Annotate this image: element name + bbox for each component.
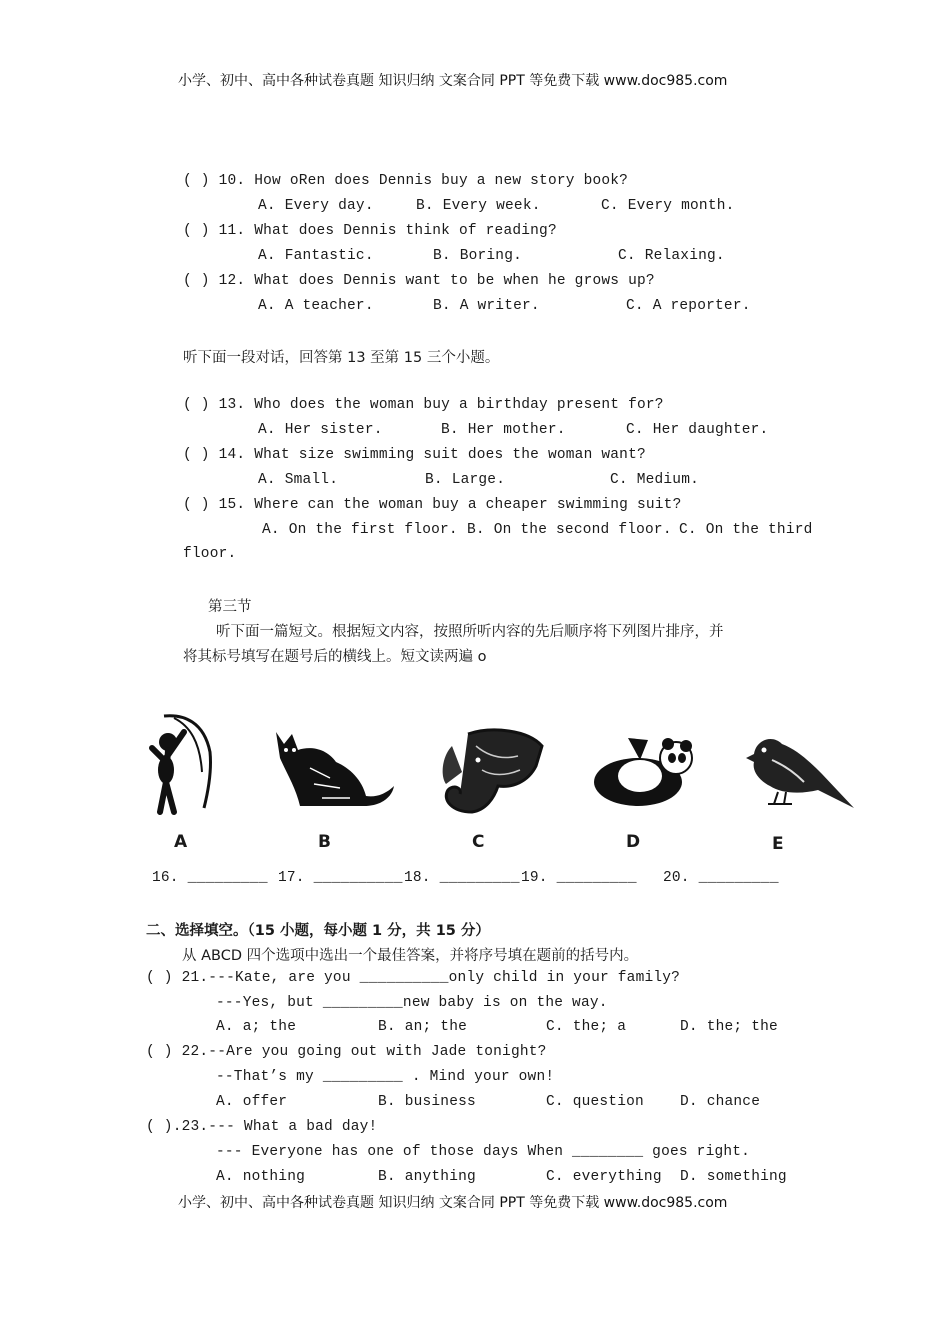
q15-option-b: B. On the second floor.: [467, 522, 672, 538]
q15-stem: ( ) 15. Where can the woman buy a cheaper swimming suit?: [183, 497, 682, 513]
q10-option-a: A. Every day.: [258, 198, 374, 214]
q10-option-c: C. Every month.: [601, 198, 735, 214]
q21-option-c: C. the; a: [546, 1019, 627, 1035]
q21-option-b: B. an; the: [378, 1019, 468, 1035]
answer-blank-20[interactable]: 20. _________: [663, 870, 779, 886]
q15-option-c-continued: floor.: [183, 546, 237, 562]
q21-option-d: D. the; the: [680, 1019, 778, 1035]
cat-icon: [270, 728, 398, 810]
bird-icon: [742, 730, 856, 810]
picture-label-b: B: [318, 832, 331, 852]
q23-option-b: B. anything: [378, 1169, 476, 1185]
q22-option-b: B. business: [378, 1094, 476, 1110]
q22-option-a: A. offer: [216, 1094, 288, 1110]
q12-option-a: A. A teacher.: [258, 298, 374, 314]
section3-instruction-line2: 将其标号填写在题号后的横线上。短文读两遍 o: [183, 649, 487, 665]
q22-option-c: C. question: [546, 1094, 644, 1110]
q23-stem: ( ).23.--- What a bad day!: [146, 1119, 378, 1135]
dialogue-intro: 听下面一段对话，回答第 13 至第 15 三个小题。: [183, 350, 500, 366]
picture-label-d: D: [626, 832, 641, 852]
q14-option-b: B. Large.: [425, 472, 506, 488]
q21-option-a: A. a; the: [216, 1019, 297, 1035]
q11-option-b: B. Boring.: [433, 248, 523, 264]
picture-label-a: A: [174, 832, 188, 852]
picture-label-e: E: [772, 834, 784, 854]
q21-stem: ( ) 21.---Kate, are you __________only child in your family?: [146, 970, 681, 986]
answer-blank-18[interactable]: 18. _________: [404, 870, 520, 886]
q14-option-a: A. Small.: [258, 472, 339, 488]
answer-blank-17[interactable]: 17. __________: [278, 870, 403, 886]
part2-title: 二、选择填空。（15 小题，每小题 1 分，共 15 分）: [146, 923, 490, 939]
section3-instruction-line1: 听下面一篇短文。根据短文内容，按照所听内容的先后顺序将下列图片排序，并: [216, 624, 724, 640]
q12-stem: ( ) 12. What does Dennis want to be when he grows up?: [183, 273, 655, 289]
q13-option-b: B. Her mother.: [441, 422, 566, 438]
q13-option-a: A. Her sister.: [258, 422, 383, 438]
q11-option-a: A. Fantastic.: [258, 248, 374, 264]
panda-icon: [588, 730, 700, 810]
q14-stem: ( ) 14. What size swimming suit does the woman want?: [183, 447, 646, 463]
page-header: 小学、初中、高中各种试卷真题 知识归纳 文案合同 PPT 等免费下载 www.doc985.com: [178, 73, 728, 89]
q12-option-c: C. A reporter.: [626, 298, 751, 314]
section3-title: 第三节: [208, 599, 252, 615]
q14-option-c: C. Medium.: [610, 472, 700, 488]
q22-option-d: D. chance: [680, 1094, 761, 1110]
q15-option-c: C. On the third: [679, 522, 813, 538]
page-footer: 小学、初中、高中各种试卷真题 知识归纳 文案合同 PPT 等免费下载 www.doc985.com: [178, 1195, 728, 1211]
part2-instruction: 从 ABCD 四个选项中选出一个最佳答案，并将序号填在题前的括号内。: [182, 948, 639, 964]
q13-option-c: C. Her daughter.: [626, 422, 769, 438]
elephant-icon: [432, 726, 546, 816]
monkey-icon: [144, 712, 216, 822]
q22-stem: ( ) 22.--Are you going out with Jade tonight?: [146, 1044, 547, 1060]
q11-stem: ( ) 11. What does Dennis think of reading?: [183, 223, 557, 239]
q10-option-b: B. Every week.: [416, 198, 541, 214]
q23-option-a: A. nothing: [216, 1169, 306, 1185]
answer-blank-16[interactable]: 16. _________: [152, 870, 268, 886]
q23-line2: --- Everyone has one of those days When ________ goes right.: [216, 1144, 751, 1160]
q23-option-c: C. everything: [546, 1169, 662, 1185]
q12-option-b: B. A writer.: [433, 298, 540, 314]
q22-line2: --That’s my _________ . Mind your own!: [216, 1069, 555, 1085]
picture-label-c: C: [472, 832, 485, 852]
q13-stem: ( ) 13. Who does the woman buy a birthday present for?: [183, 397, 664, 413]
q21-line2: ---Yes, but _________new baby is on the way.: [216, 995, 608, 1011]
q15-option-a: A. On the first floor.: [262, 522, 458, 538]
q10-stem: ( ) 10. How oRen does Dennis buy a new story book?: [183, 173, 629, 189]
q11-option-c: C. Relaxing.: [618, 248, 725, 264]
q23-option-d: D. something: [680, 1169, 787, 1185]
answer-blank-19[interactable]: 19. _________: [521, 870, 637, 886]
